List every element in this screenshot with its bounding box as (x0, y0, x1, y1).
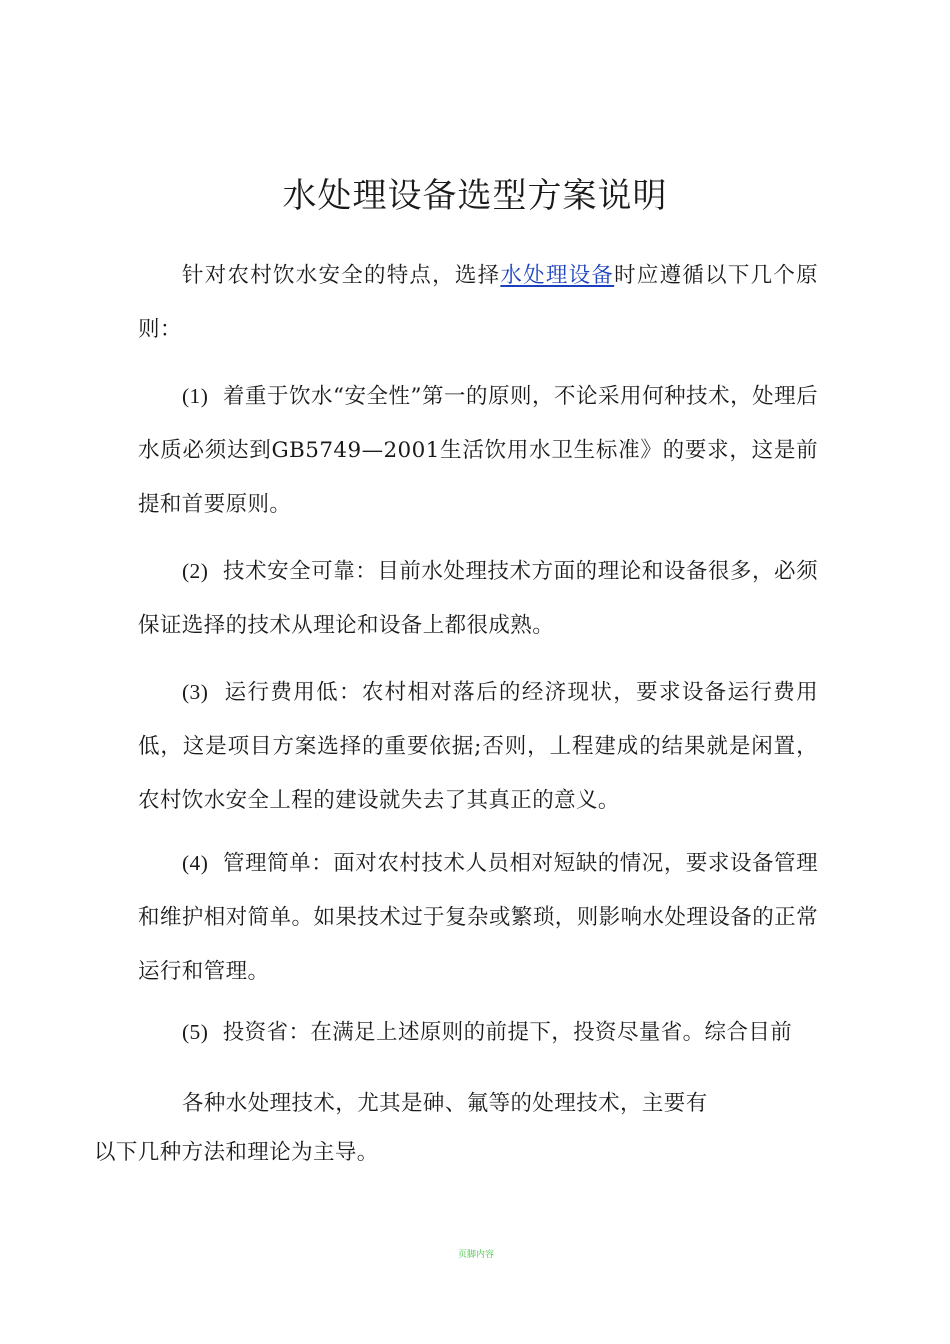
principle-number: (5) (182, 1020, 209, 1044)
principle-3 (138, 665, 818, 828)
principle-text: 管理简单：面对农村技术人员相对短缺的情况，要求设备管理和维护相对简单。如果技术过于复杂或繁琐，则影响水处理设备的正常运行和管理。 (138, 851, 818, 984)
principle-number: (3) (182, 680, 209, 704)
principle-text: 着重于饮水“安全性”第一的原则，不论采用何种技术，处理后水质必须达到GB5749—2001生活饮用水卫生标准》的要求，这是前提和首要原则。 (138, 384, 819, 517)
intro-text-after: 时应遵循以下几个原则： (138, 263, 818, 342)
principle-5 (138, 1005, 818, 1060)
principle-1 (138, 369, 818, 532)
intro-text-before: 针对农村饮水安全的特点，选择 (182, 263, 501, 288)
closing-line-1: 各种水处理技术，尤其是砷、氟等的处理技术，主要有 (182, 1091, 708, 1116)
principle-4 (138, 836, 818, 999)
principle-text: 运行费用低：农村相对落后的经济现状，要求设备运行费用低，这是项目方案选择的重要依据;否则，丄程建成的结果就是闲置，农村饮水安全丄程的建设就失去了其真正的意义。 (138, 680, 819, 813)
principle-number: (4) (182, 851, 209, 875)
page-title: 水处理设备选型方案说明 (282, 176, 668, 216)
page-footer: 页脚内容 (458, 1250, 495, 1260)
intro-paragraph (138, 249, 818, 357)
principle-number: (2) (182, 559, 209, 583)
principle-2 (138, 544, 818, 653)
water-treatment-equipment-link[interactable]: 水处理设备 (500, 263, 615, 288)
principle-number: (1) (182, 384, 209, 408)
principle-text: 技术安全可靠：目前水处理技术方面的理论和设备很多，必须保证选择的技术从理论和设备上都很成熟。 (138, 559, 818, 638)
closing-paragraph (94, 1077, 818, 1175)
principle-text: 投资省：在满足上述原则的前提下，投资尽量省。综合目前 (222, 1020, 793, 1045)
closing-line-2: 以下几种方法和理论为主导。 (94, 1140, 379, 1165)
